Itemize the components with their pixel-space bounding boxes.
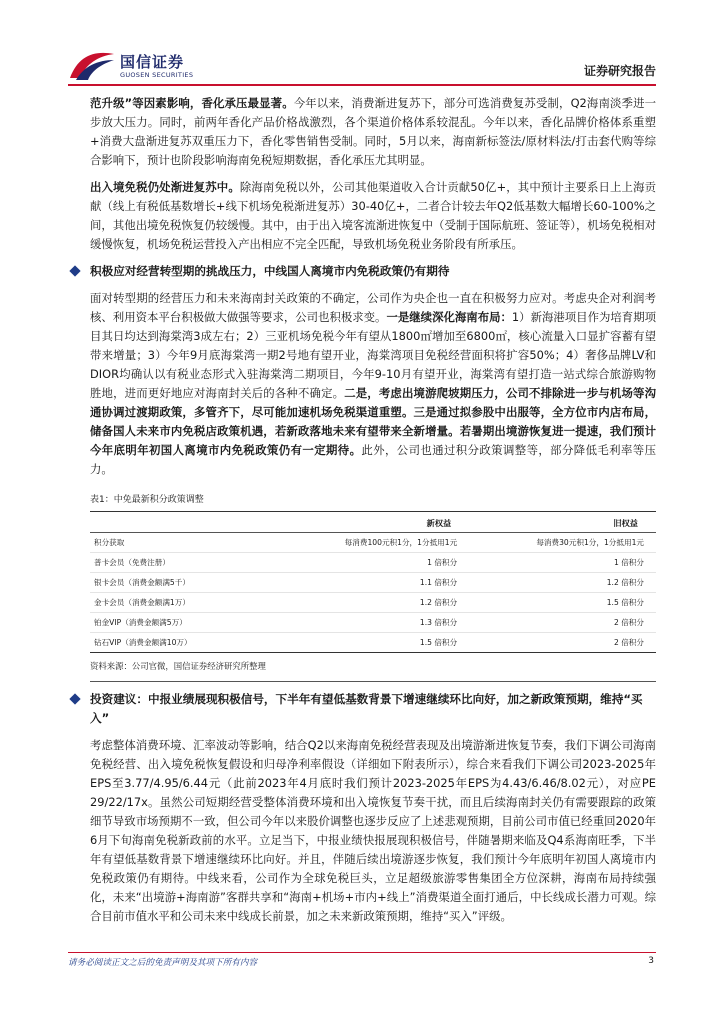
paragraph-text: 今年以来，消费渐进复苏下，部分可选消费复苏受制，Q2海南淡季进一步放大压力。同时，前两年香化产品价格战激烈，各个渠道价格体系较混乱。今年以来，香化品牌价格体系重塑+消费大盘渐进复苏双重压力下，香化零售销售受制。同时，5月以来，海南新标签法/原材料法/打击套代购等综合影响下，预计也阶段影响海南免税短期数据，香化承压尤其明显。 xyxy=(90,96,656,167)
bullet-diamond-icon xyxy=(69,693,80,704)
page-number: 3 xyxy=(648,956,654,966)
table-cell: 1.3 倍积分 xyxy=(282,613,469,633)
table-cell: 2 倍积分 xyxy=(469,613,656,633)
section-heading-investment: 投资建议：中报业绩展现积极信号，下半年有望低基数背景下增速继续环比向好，加之新政策预期，维持“买入” xyxy=(90,690,656,728)
table-cell: 钻石VIP（消费金额满10万） xyxy=(90,633,282,653)
table-cell: 银卡会员（消费金额满5千） xyxy=(90,573,282,593)
table-cell: 每消费100元积1分，1分抵用1元 xyxy=(282,533,469,553)
company-logo xyxy=(68,46,218,86)
table-source-note: 资料来源：公司官微，国信证券经济研究所整理 xyxy=(90,661,266,671)
page-header xyxy=(0,0,724,90)
table-header: 旧权益 xyxy=(613,518,638,528)
section-heading-transition: 积极应对经营转型期的挑战压力，中线国人离境市内免税政策仍有期待 xyxy=(90,262,656,281)
paragraph-lead: 出入境免税仍处渐进复苏中。 xyxy=(90,180,240,194)
table-header-row xyxy=(90,512,656,533)
table-cell: 铂金VIP（消费金额满5万） xyxy=(90,613,282,633)
table-cell: 普卡会员（免费注册） xyxy=(90,553,282,573)
table-header: 新权益 xyxy=(426,518,452,528)
table-cell: 1.2 倍积分 xyxy=(469,573,656,593)
header-divider xyxy=(68,84,656,86)
table-cell: 1.1 倍积分 xyxy=(282,573,469,593)
table-row xyxy=(90,553,656,573)
paragraph-strategy: 面对转型期的经营压力和未来海南封关政策的不确定，公司作为央企也一直在积极努力应对。考虑央企对利润考核、利用资本平台积极做大做强等要求，公司也积极求变。一是继续深化海南布局：1）新海港项目作为培育期项目其日均达到海棠湾3成左右；2）三亚机场免税今年有望从1800㎡增加至6800㎡，核心流量入口显扩容蓄有望带来增量；3）今年9月底海棠湾一期2号地有望开业，海棠湾项目免税经营面积将扩容50%；4）奢侈品牌LV和DIOR均确认以有税业态形式入驻海棠湾二期项目，今年9-10月有望开业，海棠湾有望打造一站式综合旅游购物胜地，进而更好地应对海南封关后的各种不确定。二是，考虑出境游爬坡期压力，公司不排除进一步与机场等沟通协调过渡期政策，多管齐下，尽可能加速机场免税渠道重塑。三是通过拟参股中出服等，全方位市内店布局，储备国人未来市内免税店政策机遇，若新政落地未来有望带来全新增量。若暑期出境游恢复进一提速，我们预计今年底明年初国人离境市内免税政策仍有一定期待。此外，公司也通过积分政策调整等，部分降低毛利率等压力。 xyxy=(90,291,656,476)
table-cell: 1 倍积分 xyxy=(469,553,656,573)
paragraph-investment: 考虑整体消费环境、汇率波动等影响，结合Q2以来海南免税经营表现及出境游渐进恢复节奏，我们下调公司海南免税经营、出入境免税恢复假设和归母净利率假设（详细如下附表所示），综合来看我们下调公司2023-2025年EPS至3.77/4.95/6.44元（此前2023年4月底时我们预计2023-2025年EPS为4.43/6.46/8.02元），对应PE 29/22/17x。虽然公司短期经营受整体消费环境和出入境恢复节奏干扰，而且后续海南封关仍有需要跟踪的政策细节导致市场预期不一致，但公司今年以来股价调整也逐步反应了上述悲观预期，目前公司市值已经重回2020年6月下旬海南免税新政前的水平。立足当下，中报业绩快报展现积极信号，伴随暑期来临及Q4系海南旺季，下半年有望低基数背景下增速继续环比向好。并且，伴随后续出境游逐步恢复，我们预计今年底明年初国人离境市内免税政策仍有期待。中线来看，公司作为全球免税巨头，立足超级旅游零售集团全方位深耕，海南布局持续强化，未来“出境游+海南游”客群共享和“海南+机场+市内+线上”消费渠道全面打通后，中长线成长潜力可观。综合目前市值水平和公司未来中线成长前景，加之未来新政策预期，维持“买入”评级。 xyxy=(90,738,656,923)
table-row xyxy=(90,593,656,613)
table-cell: 1.2 倍积分 xyxy=(282,593,469,613)
table-row xyxy=(90,633,656,653)
points-policy-table-block xyxy=(90,493,656,682)
table-cell: 2 倍积分 xyxy=(469,633,656,653)
report-type-label: 证券研究报告 xyxy=(583,64,656,78)
table-cell: 1 倍积分 xyxy=(282,553,469,573)
footer-divider xyxy=(68,952,656,953)
table-cell: 积分获取 xyxy=(90,533,282,553)
paragraph-outbound xyxy=(90,178,656,254)
table-row xyxy=(90,613,656,633)
table-header xyxy=(90,512,282,533)
paragraph-lead: 范升级”等因素影响，香化承压最显著。 xyxy=(90,96,294,110)
paragraph-fragrance xyxy=(90,94,656,170)
table-cell: 1.5 倍积分 xyxy=(282,633,469,653)
report-body xyxy=(90,94,656,926)
logo-mark-icon xyxy=(68,48,116,82)
table-row xyxy=(90,533,656,553)
points-policy-table xyxy=(90,512,656,653)
bullet-diamond-icon xyxy=(69,265,80,276)
paragraph-text: 除海南免税以外，公司其他渠道收入合计贡献50亿+，其中预计主要系日上上海贡献（线上有税低基数增长+线下机场免税渐进复苏）30-40亿+，二者合计较去年Q2低基数大幅增长60-100%之间，其他出境免税恢复仍较缓慢。其中，由于出入境客流渐进恢复中（受制于国际航班、签证等），机场免税相对缓慢恢复，机场免税运营投入产出相应不完全匹配，导致机场免税业务阶段有所承压。 xyxy=(90,180,656,251)
table-row xyxy=(90,573,656,593)
footer-disclaimer: 请务必阅读正文之后的免责声明及其项下所有内容 xyxy=(68,958,258,968)
table-cell: 每消费30元积1分，1分抵用1元 xyxy=(469,533,656,553)
logo-text-cn: 国信证券 xyxy=(120,53,185,71)
table-title: 表1：中免最新积分政策调整 xyxy=(90,495,204,505)
table-cell: 金卡会员（消费金额满1万） xyxy=(90,593,282,613)
table-cell: 1.5 倍积分 xyxy=(469,593,656,613)
logo-text-en: GUOSEN SECURITIES xyxy=(120,71,194,79)
